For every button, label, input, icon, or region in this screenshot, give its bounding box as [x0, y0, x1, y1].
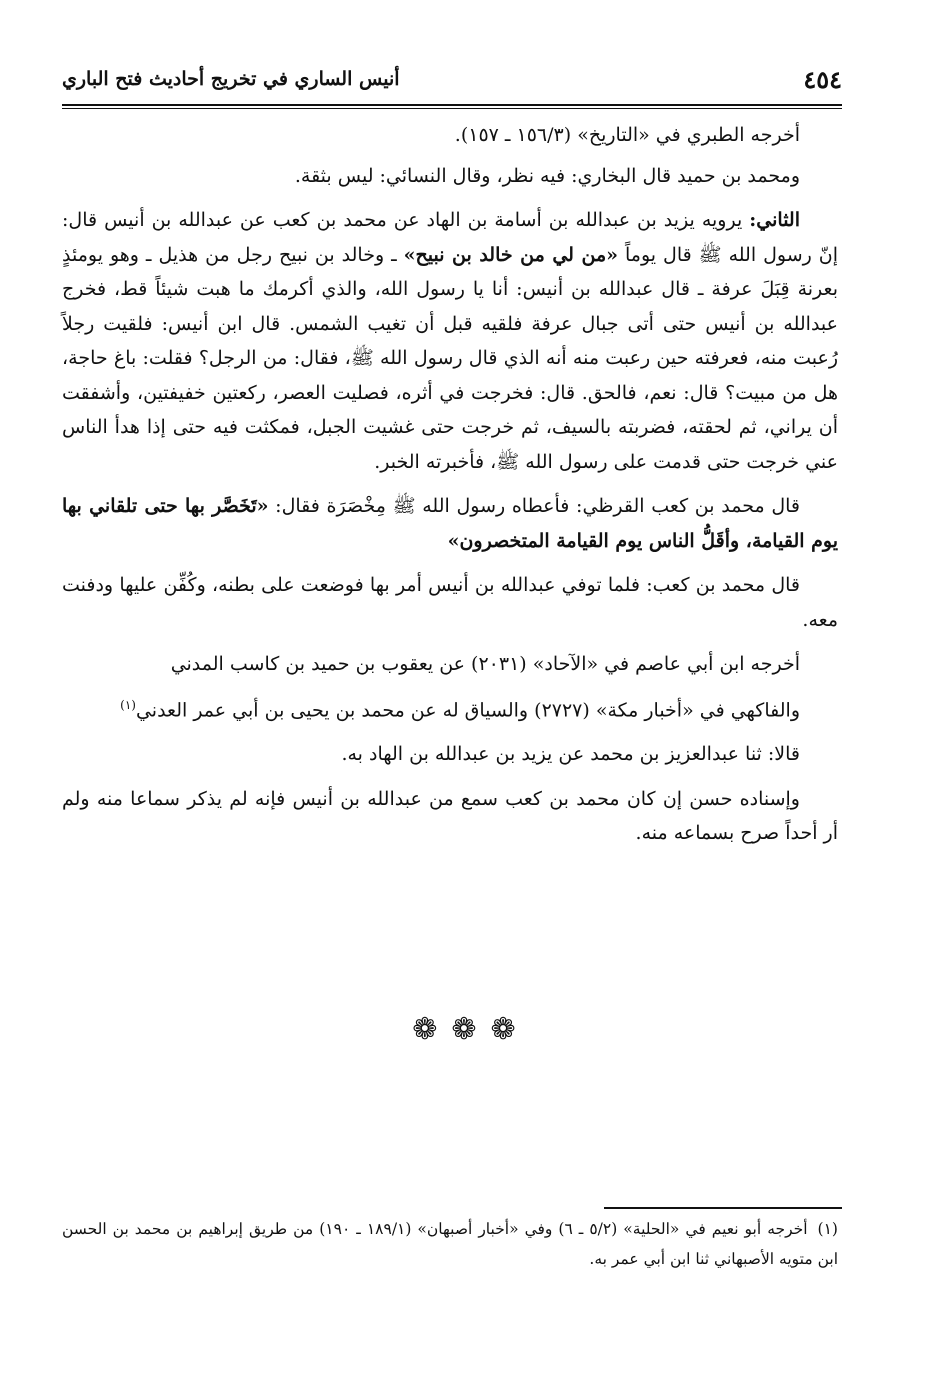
- page-number: ٤٥٤: [803, 64, 842, 94]
- footnote-reference: (١): [120, 697, 136, 712]
- narration-text-b: ـ وخالد بن نبيح رجل من هذيل ـ وهو يومئذٍ بعرنة قِبَلَ عرفة ـ قال عبدالله بن أنيس: أنا يا رسول الله، والذي أكرمك ما هبت شيئاً قط، فخرج عبدالله بن أنيس حتى أتى جبال عرفة فلقيه قبل أن تغيب الشمس. قال ابن أنيس: فلقيت رجلاً رُعبت منه، فعرفته حين رعبت منه أنه الذي قال رسول الله ﷺ، فقال: من الرجل؟ فقلت: باغ حاجة، هل من مبيت؟ قال: نعم، فالحق. قال: فخرجت في أثره، فصليت العصر، ركعتين خفيفتين، وأشفقت أن يراني، ثم لحقته، فضربته بالسيف، ثم خرجت حتى غشيت الجبل، فمكثت فيه حتى إذا هدأ الناس عني خرجت حتى قدمت على رسول الله ﷺ، فأخبرته الخبر.: [62, 243, 838, 473]
- section-ornaments-icon: ❁❁❁: [412, 1012, 530, 1047]
- section-label: الثاني:: [749, 209, 800, 231]
- running-title: أنيس الساري في تخريج أحاديث فتح الباري: [62, 68, 400, 90]
- footnote-marker: (١): [817, 1220, 838, 1238]
- paragraph-tabari: أخرجه الطبري في «التاريخ» (١٥٦/٣ ـ ١٥٧).: [454, 124, 800, 146]
- footnote-text: أخرجه أبو نعيم في «الحلية» (٥/٢ ـ ٦) وفي «أخبار أصبهان» (١٨٩/١ ـ ١٩٠) من طريق إبراهيم بن محمد بن الحسن ابن متويه الأصبهاني ثنا ابن أبي عمر به.: [62, 1220, 838, 1268]
- paragraph-ibn-abi-asim: أخرجه ابن أبي عاصم في «الآحاد» (٢٠٣١) عن يعقوب بن حميد بن كاسب المدني: [170, 653, 800, 675]
- footnotes: [62, 1214, 838, 1274]
- paragraph-qurazi: [62, 489, 838, 558]
- footnote-1: [62, 1214, 838, 1274]
- fakihi-text: والفاكهي في «أخبار مكة» (٢٧٢٧) والسياق له عن محمد بن يحيى بن أبي عمر العدني: [135, 698, 800, 721]
- paragraph-second-narration: [62, 203, 838, 479]
- hadith-quote: «من لي من خالد بن نبيح»: [403, 243, 619, 266]
- paragraph-chain: قالا: ثنا عبدالعزيز بن محمد عن يزيد بن عبدالله بن الهاد به.: [341, 743, 800, 766]
- paragraph-muhammad-ibn-humayd: ومحمد بن حميد قال البخاري: فيه نظر، وقال النسائي: ليس بثقة.: [294, 164, 800, 187]
- footnote-rule: [604, 1207, 842, 1209]
- paragraph-grading: وإسناده حسن إن كان محمد بن كعب سمع من عبدالله بن أنيس فإنه لم يذكر سماعا منه ولم أر أحداً صرح بسماعه منه.: [62, 787, 838, 845]
- page-header: [62, 62, 842, 96]
- header-rule: [62, 104, 842, 109]
- paragraph-burial: قال محمد بن كعب: فلما توفي عبدالله بن أنيس أمر بها فوضعت على بطنه، وكُفِّن عليها ودفنت معه.: [62, 574, 838, 631]
- hadith-quote-staff: «تَخَصَّر بها حتى تلقاني بها يوم القيامة، وأقَلُّ الناس يوم القيامة المتخصرون»: [62, 495, 838, 552]
- main-text: [62, 118, 838, 861]
- narration-text-a: يرويه يزيد بن عبدالله بن أسامة بن الهاد عن محمد بن كعب عن عبدالله بن أنيس قال: إنّ رسول الله ﷺ قال يوماً: [62, 209, 838, 266]
- paragraph-fakihi: [62, 688, 838, 728]
- qurazi-text: قال محمد بن كعب القرظي: فأعطاه رسول الله ﷺ مِخْصَرَة فقال:: [268, 495, 800, 517]
